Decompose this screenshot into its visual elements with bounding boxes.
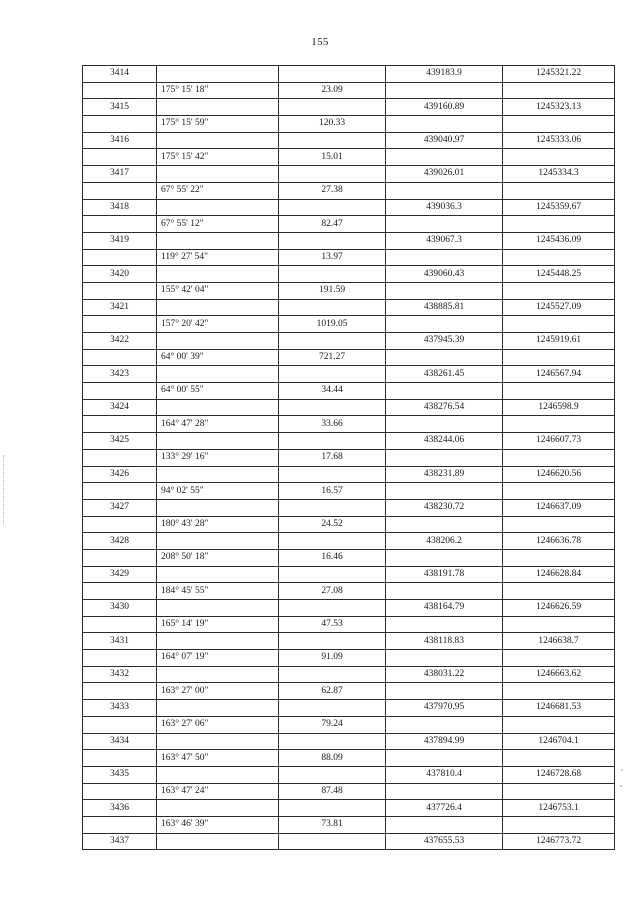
northing-cell bbox=[386, 383, 503, 400]
point-row bbox=[83, 433, 615, 450]
easting-cell: 1245321.22 bbox=[503, 66, 615, 83]
bearing-angle-cell bbox=[157, 800, 279, 817]
distance-cell: 27.38 bbox=[279, 182, 386, 199]
bearing-angle-cell bbox=[157, 66, 279, 83]
easting-cell: 1246663.62 bbox=[503, 666, 615, 683]
easting-cell bbox=[503, 282, 615, 299]
segment-row bbox=[83, 116, 615, 133]
point-row bbox=[83, 299, 615, 316]
bearing-angle-cell bbox=[157, 232, 279, 249]
northing-cell: 439026.01 bbox=[386, 166, 503, 183]
bearing-angle-cell bbox=[157, 833, 279, 850]
segment-row bbox=[83, 549, 615, 566]
northing-cell: 437970.95 bbox=[386, 700, 503, 717]
distance-cell bbox=[279, 399, 386, 416]
northing-cell bbox=[386, 216, 503, 233]
bearing-angle-cell: 175° 15' 18" bbox=[157, 82, 279, 99]
easting-cell bbox=[503, 650, 615, 667]
easting-cell bbox=[503, 683, 615, 700]
distance-cell bbox=[279, 99, 386, 116]
segment-row bbox=[83, 816, 615, 833]
bearing-angle-cell bbox=[157, 466, 279, 483]
easting-cell: 1246607.73 bbox=[503, 433, 615, 450]
point-id-cell: 3431 bbox=[83, 633, 157, 650]
northing-cell: 439160.89 bbox=[386, 99, 503, 116]
easting-cell: 1246626.59 bbox=[503, 600, 615, 617]
easting-cell: 1246704.1 bbox=[503, 733, 615, 750]
northing-cell: 438191.78 bbox=[386, 566, 503, 583]
bearing-angle-cell: 175° 15' 42" bbox=[157, 149, 279, 166]
bearing-angle-cell bbox=[157, 166, 279, 183]
bearing-angle-cell: 94° 02' 55" bbox=[157, 483, 279, 500]
easting-cell: 1246620.56 bbox=[503, 466, 615, 483]
point-id-cell bbox=[83, 182, 157, 199]
easting-cell bbox=[503, 583, 615, 600]
distance-cell bbox=[279, 232, 386, 249]
distance-cell bbox=[279, 366, 386, 383]
easting-cell bbox=[503, 182, 615, 199]
northing-cell: 438230.72 bbox=[386, 499, 503, 516]
point-id-cell: 3436 bbox=[83, 800, 157, 817]
northing-cell bbox=[386, 116, 503, 133]
segment-row bbox=[83, 182, 615, 199]
segment-row bbox=[83, 650, 615, 667]
point-id-cell bbox=[83, 716, 157, 733]
bearing-angle-cell: 67° 55' 12" bbox=[157, 216, 279, 233]
bearing-angle-cell bbox=[157, 333, 279, 350]
northing-cell bbox=[386, 149, 503, 166]
bearing-angle-cell bbox=[157, 666, 279, 683]
easting-cell: 1246636.78 bbox=[503, 533, 615, 550]
survey-coordinates-table bbox=[82, 65, 615, 850]
bearing-angle-cell: 163° 47' 50" bbox=[157, 750, 279, 767]
northing-cell: 439040.97 bbox=[386, 132, 503, 149]
distance-cell bbox=[279, 466, 386, 483]
point-row bbox=[83, 700, 615, 717]
easting-cell bbox=[503, 416, 615, 433]
point-row bbox=[83, 499, 615, 516]
segment-row bbox=[83, 716, 615, 733]
segment-row bbox=[83, 82, 615, 99]
northing-cell: 437894.99 bbox=[386, 733, 503, 750]
easting-cell bbox=[503, 816, 615, 833]
point-id-cell: 3421 bbox=[83, 299, 157, 316]
easting-cell bbox=[503, 249, 615, 266]
point-id-cell: 3434 bbox=[83, 733, 157, 750]
bearing-angle-cell: 67° 55' 22" bbox=[157, 182, 279, 199]
distance-cell: 62.87 bbox=[279, 683, 386, 700]
northing-cell: 439060.43 bbox=[386, 266, 503, 283]
distance-cell: 91.09 bbox=[279, 650, 386, 667]
easting-cell bbox=[503, 383, 615, 400]
bearing-angle-cell bbox=[157, 199, 279, 216]
easting-cell bbox=[503, 516, 615, 533]
segment-row bbox=[83, 149, 615, 166]
distance-cell bbox=[279, 766, 386, 783]
northing-cell: 438261.45 bbox=[386, 366, 503, 383]
point-id-cell bbox=[83, 149, 157, 166]
northing-cell bbox=[386, 549, 503, 566]
bearing-angle-cell: 163° 27' 06" bbox=[157, 716, 279, 733]
segment-row bbox=[83, 416, 615, 433]
easting-cell: 1246567.94 bbox=[503, 366, 615, 383]
easting-cell: 1245436.09 bbox=[503, 232, 615, 249]
segment-row bbox=[83, 349, 615, 366]
bearing-angle-cell: 184° 45' 55" bbox=[157, 583, 279, 600]
distance-cell bbox=[279, 700, 386, 717]
point-id-cell: 3418 bbox=[83, 199, 157, 216]
easting-cell bbox=[503, 783, 615, 800]
bearing-angle-cell bbox=[157, 433, 279, 450]
point-id-cell bbox=[83, 249, 157, 266]
bearing-angle-cell bbox=[157, 700, 279, 717]
segment-row bbox=[83, 449, 615, 466]
distance-cell bbox=[279, 566, 386, 583]
point-id-cell bbox=[83, 349, 157, 366]
distance-cell: 17.68 bbox=[279, 449, 386, 466]
point-row bbox=[83, 600, 615, 617]
easting-cell: 1245448.25 bbox=[503, 266, 615, 283]
point-row bbox=[83, 666, 615, 683]
point-id-cell bbox=[83, 549, 157, 566]
distance-cell: 33.66 bbox=[279, 416, 386, 433]
distance-cell bbox=[279, 533, 386, 550]
point-id-cell bbox=[83, 616, 157, 633]
distance-cell: 88.09 bbox=[279, 750, 386, 767]
distance-cell: 16.57 bbox=[279, 483, 386, 500]
point-id-cell: 3437 bbox=[83, 833, 157, 850]
bearing-angle-cell: 208° 50' 18" bbox=[157, 549, 279, 566]
easting-cell: 1246753.1 bbox=[503, 800, 615, 817]
distance-cell: 1019.05 bbox=[279, 316, 386, 333]
northing-cell: 438031.22 bbox=[386, 666, 503, 683]
distance-cell: 27.08 bbox=[279, 583, 386, 600]
northing-cell bbox=[386, 516, 503, 533]
point-row bbox=[83, 199, 615, 216]
easting-cell bbox=[503, 716, 615, 733]
point-id-cell: 3430 bbox=[83, 600, 157, 617]
distance-cell: 13.97 bbox=[279, 249, 386, 266]
easting-cell: 1245323.13 bbox=[503, 99, 615, 116]
segment-row bbox=[83, 683, 615, 700]
point-id-cell: 3419 bbox=[83, 232, 157, 249]
point-row bbox=[83, 266, 615, 283]
point-id-cell bbox=[83, 116, 157, 133]
point-row bbox=[83, 800, 615, 817]
point-id-cell: 3420 bbox=[83, 266, 157, 283]
point-id-cell bbox=[83, 750, 157, 767]
page-number: 155 bbox=[311, 36, 329, 48]
easting-cell bbox=[503, 750, 615, 767]
bearing-angle-cell: 163° 47' 24" bbox=[157, 783, 279, 800]
easting-cell: 1245359.67 bbox=[503, 199, 615, 216]
segment-row bbox=[83, 616, 615, 633]
northing-cell: 438885.81 bbox=[386, 299, 503, 316]
bearing-angle-cell bbox=[157, 299, 279, 316]
easting-cell: 1245919.61 bbox=[503, 333, 615, 350]
segment-row bbox=[83, 383, 615, 400]
point-id-cell: 3428 bbox=[83, 533, 157, 550]
bearing-angle-cell: 119° 27' 54" bbox=[157, 249, 279, 266]
northing-cell bbox=[386, 783, 503, 800]
northing-cell bbox=[386, 683, 503, 700]
easting-cell: 1246598.9 bbox=[503, 399, 615, 416]
distance-cell bbox=[279, 433, 386, 450]
point-row bbox=[83, 333, 615, 350]
scan-speck bbox=[620, 785, 622, 787]
distance-cell: 82.47 bbox=[279, 216, 386, 233]
bearing-angle-cell: 155° 42' 04" bbox=[157, 282, 279, 299]
point-id-cell: 3416 bbox=[83, 132, 157, 149]
distance-cell: 79.24 bbox=[279, 716, 386, 733]
bearing-angle-cell bbox=[157, 566, 279, 583]
northing-cell bbox=[386, 416, 503, 433]
bearing-angle-cell: 157° 20' 42" bbox=[157, 316, 279, 333]
point-row bbox=[83, 533, 615, 550]
distance-cell bbox=[279, 833, 386, 850]
distance-cell: 34.44 bbox=[279, 383, 386, 400]
point-id-cell: 3423 bbox=[83, 366, 157, 383]
northing-cell: 438206.2 bbox=[386, 533, 503, 550]
easting-cell bbox=[503, 549, 615, 566]
bearing-angle-cell bbox=[157, 533, 279, 550]
northing-cell: 438164.79 bbox=[386, 600, 503, 617]
distance-cell: 23.09 bbox=[279, 82, 386, 99]
point-id-cell bbox=[83, 516, 157, 533]
easting-cell bbox=[503, 82, 615, 99]
bearing-angle-cell: 64° 00' 39" bbox=[157, 349, 279, 366]
northing-cell: 437810.4 bbox=[386, 766, 503, 783]
point-id-cell bbox=[83, 416, 157, 433]
point-row bbox=[83, 633, 615, 650]
northing-cell bbox=[386, 650, 503, 667]
segment-row bbox=[83, 750, 615, 767]
point-id-cell bbox=[83, 449, 157, 466]
distance-cell bbox=[279, 66, 386, 83]
point-id-cell bbox=[83, 383, 157, 400]
bearing-angle-cell: 164° 47' 28" bbox=[157, 416, 279, 433]
point-row bbox=[83, 66, 615, 83]
easting-cell: 1246728.68 bbox=[503, 766, 615, 783]
bearing-angle-cell bbox=[157, 99, 279, 116]
northing-cell bbox=[386, 483, 503, 500]
distance-cell bbox=[279, 166, 386, 183]
point-id-cell: 3424 bbox=[83, 399, 157, 416]
distance-cell: 721.27 bbox=[279, 349, 386, 366]
point-row bbox=[83, 766, 615, 783]
northing-cell: 437945.39 bbox=[386, 333, 503, 350]
segment-row bbox=[83, 583, 615, 600]
easting-cell: 1246637.09 bbox=[503, 499, 615, 516]
northing-cell bbox=[386, 82, 503, 99]
point-row bbox=[83, 232, 615, 249]
point-id-cell bbox=[83, 282, 157, 299]
segment-row bbox=[83, 282, 615, 299]
distance-cell: 120.33 bbox=[279, 116, 386, 133]
segment-row bbox=[83, 516, 615, 533]
distance-cell: 16.46 bbox=[279, 549, 386, 566]
survey-table-body bbox=[83, 66, 615, 850]
point-row bbox=[83, 466, 615, 483]
point-row bbox=[83, 833, 615, 850]
bearing-angle-cell: 163° 27' 00" bbox=[157, 683, 279, 700]
distance-cell: 47.53 bbox=[279, 616, 386, 633]
distance-cell: 73.81 bbox=[279, 816, 386, 833]
bearing-angle-cell bbox=[157, 366, 279, 383]
easting-cell: 1246681.53 bbox=[503, 700, 615, 717]
northing-cell: 437726.4 bbox=[386, 800, 503, 817]
point-id-cell bbox=[83, 82, 157, 99]
northing-cell: 438231.89 bbox=[386, 466, 503, 483]
bearing-angle-cell bbox=[157, 733, 279, 750]
point-id-cell: 3414 bbox=[83, 66, 157, 83]
point-id-cell: 3425 bbox=[83, 433, 157, 450]
northing-cell bbox=[386, 316, 503, 333]
easting-cell bbox=[503, 616, 615, 633]
northing-cell: 438276.54 bbox=[386, 399, 503, 416]
segment-row bbox=[83, 216, 615, 233]
point-id-cell: 3417 bbox=[83, 166, 157, 183]
easting-cell bbox=[503, 116, 615, 133]
point-row bbox=[83, 399, 615, 416]
bearing-angle-cell: 180° 43' 28" bbox=[157, 516, 279, 533]
point-id-cell: 3435 bbox=[83, 766, 157, 783]
point-row bbox=[83, 566, 615, 583]
bearing-angle-cell: 164° 07' 19" bbox=[157, 650, 279, 667]
northing-cell bbox=[386, 249, 503, 266]
northing-cell: 438244.06 bbox=[386, 433, 503, 450]
segment-row bbox=[83, 783, 615, 800]
point-id-cell: 3433 bbox=[83, 700, 157, 717]
distance-cell: 191.59 bbox=[279, 282, 386, 299]
distance-cell bbox=[279, 633, 386, 650]
northing-cell: 438118.83 bbox=[386, 633, 503, 650]
point-row bbox=[83, 733, 615, 750]
bearing-angle-cell bbox=[157, 266, 279, 283]
northing-cell bbox=[386, 349, 503, 366]
northing-cell bbox=[386, 583, 503, 600]
point-id-cell bbox=[83, 483, 157, 500]
northing-cell bbox=[386, 449, 503, 466]
point-id-cell: 3415 bbox=[83, 99, 157, 116]
point-id-cell bbox=[83, 316, 157, 333]
easting-cell bbox=[503, 349, 615, 366]
point-row bbox=[83, 99, 615, 116]
bearing-angle-cell: 163° 46' 39" bbox=[157, 816, 279, 833]
point-id-cell: 3426 bbox=[83, 466, 157, 483]
point-row bbox=[83, 166, 615, 183]
point-id-cell bbox=[83, 683, 157, 700]
easting-cell: 1246638.7 bbox=[503, 633, 615, 650]
distance-cell bbox=[279, 499, 386, 516]
northing-cell bbox=[386, 716, 503, 733]
bearing-angle-cell bbox=[157, 633, 279, 650]
distance-cell bbox=[279, 299, 386, 316]
point-id-cell bbox=[83, 216, 157, 233]
scan-speck bbox=[621, 769, 623, 771]
distance-cell bbox=[279, 333, 386, 350]
northing-cell bbox=[386, 282, 503, 299]
northing-cell bbox=[386, 750, 503, 767]
point-row bbox=[83, 366, 615, 383]
northing-cell: 439036.3 bbox=[386, 199, 503, 216]
segment-row bbox=[83, 483, 615, 500]
point-id-cell: 3432 bbox=[83, 666, 157, 683]
distance-cell: 87.48 bbox=[279, 783, 386, 800]
point-row bbox=[83, 132, 615, 149]
distance-cell bbox=[279, 800, 386, 817]
northing-cell: 439183.9 bbox=[386, 66, 503, 83]
bearing-angle-cell: 64° 00' 55" bbox=[157, 383, 279, 400]
easting-cell: 1245527.09 bbox=[503, 299, 615, 316]
point-id-cell: 3427 bbox=[83, 499, 157, 516]
bearing-angle-cell bbox=[157, 399, 279, 416]
distance-cell: 15.01 bbox=[279, 149, 386, 166]
northing-cell: 439067.3 bbox=[386, 232, 503, 249]
bearing-angle-cell: 165° 14' 19" bbox=[157, 616, 279, 633]
northing-cell bbox=[386, 616, 503, 633]
point-id-cell bbox=[83, 816, 157, 833]
northing-cell bbox=[386, 816, 503, 833]
distance-cell bbox=[279, 132, 386, 149]
bearing-angle-cell bbox=[157, 132, 279, 149]
easting-cell bbox=[503, 216, 615, 233]
easting-cell bbox=[503, 149, 615, 166]
bearing-angle-cell: 175° 15' 59" bbox=[157, 116, 279, 133]
easting-cell bbox=[503, 316, 615, 333]
point-id-cell bbox=[83, 583, 157, 600]
distance-cell bbox=[279, 266, 386, 283]
point-id-cell bbox=[83, 783, 157, 800]
northing-cell bbox=[386, 182, 503, 199]
distance-cell bbox=[279, 600, 386, 617]
segment-row bbox=[83, 249, 615, 266]
distance-cell bbox=[279, 733, 386, 750]
easting-cell: 1245333.06 bbox=[503, 132, 615, 149]
bearing-angle-cell bbox=[157, 499, 279, 516]
point-id-cell: 3422 bbox=[83, 333, 157, 350]
easting-cell bbox=[503, 483, 615, 500]
point-id-cell: 3429 bbox=[83, 566, 157, 583]
distance-cell bbox=[279, 199, 386, 216]
distance-cell bbox=[279, 666, 386, 683]
easting-cell: 1245334.3 bbox=[503, 166, 615, 183]
margin-scan-mark bbox=[3, 455, 6, 525]
easting-cell: 1246773.72 bbox=[503, 833, 615, 850]
easting-cell bbox=[503, 449, 615, 466]
bearing-angle-cell: 133° 29' 16" bbox=[157, 449, 279, 466]
point-id-cell bbox=[83, 650, 157, 667]
northing-cell: 437655.53 bbox=[386, 833, 503, 850]
distance-cell: 24.52 bbox=[279, 516, 386, 533]
bearing-angle-cell bbox=[157, 766, 279, 783]
easting-cell: 1246628.84 bbox=[503, 566, 615, 583]
segment-row bbox=[83, 316, 615, 333]
bearing-angle-cell bbox=[157, 600, 279, 617]
